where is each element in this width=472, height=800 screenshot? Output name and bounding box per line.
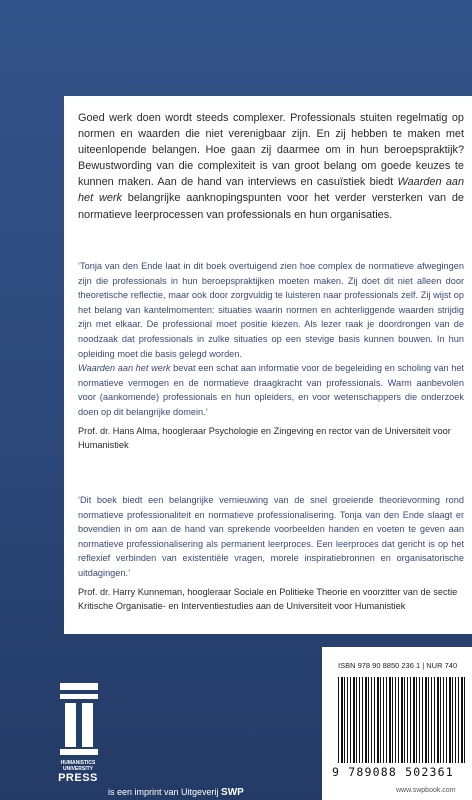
quote-kunneman	[78, 493, 464, 614]
text-panel	[64, 96, 472, 634]
isbn-line: ISBN 978 90 8850 236 1 | NUR 740	[338, 661, 458, 670]
imprint-text: is een imprint van Uitgeverij	[108, 787, 222, 797]
barcode-digits: 9 789088 502361	[332, 765, 454, 779]
quote-kunneman-para1: ‘Dit boek biedt een belangrijke vernieuwing van de snel groeiende theorievorming rond normatieve professionaliteit en normatieve professionalisering. Tonja van den Ende slaagt er bovendien in om aan de hand van sprekende voorbeelden handen en voeten te geven aan normatieve professionalisering als permanent leerproces. Een leerproces dat gericht is op het reflexief verbinden van existentiële vragen, morele inspiratiebronnen en organisatorische uitdagingen.’	[78, 495, 464, 578]
imprint-line	[108, 787, 244, 798]
quote-alma-title-italic: Waarden aan het werk	[78, 363, 171, 374]
logo-press: PRESS	[58, 772, 98, 784]
publisher-logo-text	[54, 760, 102, 785]
intro-text-2: belangrijke aanknopingspunten voor het verder versterken van de normatieve leerprocessen van professionals en hun organisaties.	[78, 192, 464, 221]
quote-alma-para1: ‘Tonja van den Ende laat in dit boek overtuigend zien hoe complex de normatieve afwegingen zijn die professionals in hun beroepspraktijken moeten maken. Zij doet dit niet alleen door theoretische reflectie, maar ook door zorgvuldig te luisteren naar professionals zelf. Zij wijst op het belang van kantelmomenten: situaties waarin normen en achterliggende waarden strijdig zijn met elkaar. De professional moet positie kiezen. Als lezer raak je doordrongen van de noodzaak dat professionals in zulke situaties op een stevige basis kunnen bouwen. In hun opleiding moet die basis gelegd worden.	[78, 261, 464, 359]
intro-text-1: Goed werk doen wordt steeds complexer. Professionals stuiten regelmatig op normen en waarden die niet verenigbaar zijn. En zij hebben te maken met uiteenlopende belangen. Hoe gaan zij daarmee om in hun beroepspraktijk? Bewustwording van die complexiteit is van groot belang om goede keuzes te kunnen maken. Aan de hand van interviews en casuïstiek biedt	[78, 112, 464, 189]
logo-line1: HUMANISTICS	[60, 760, 96, 766]
quote-kunneman-attribution: Prof. dr. Harry Kunneman, hoogleraar Sociale en Politieke Theorie en voorzitter van de sectie Kritische Organisatie- en Interventiestudies aan de Universiteit voor Humanistiek	[78, 586, 458, 612]
quote-alma-para2	[78, 361, 464, 419]
barcode-bars	[338, 677, 466, 763]
imprint-brand: SWP	[221, 787, 244, 798]
quote-alma-para2-text: bevat een schat aan informatie voor de begeleiding en scholing van het normatieve vermogen en de normatieve draagkracht van professionals. Warm aanbevolen voor (aankomende) professionals en hun opleiders, en voor wetenschappers die onderzoek doen op dit belangrijke domein.’	[78, 363, 464, 417]
publisher-url: www.swpbook.com	[396, 787, 456, 794]
quote-alma	[78, 259, 464, 453]
intro-paragraph	[78, 110, 464, 223]
book-title-italic: Waarden aan het werk	[78, 176, 464, 205]
quote-alma-attribution: Prof. dr. Hans Alma, hoogleraar Psychologie en Zingeving en rector van de Universiteit voor Humanistiek	[78, 425, 451, 451]
barcode-area	[322, 647, 472, 800]
logo-line2: UNIVERSITY	[62, 766, 93, 772]
publisher-logo-icon	[60, 683, 98, 755]
